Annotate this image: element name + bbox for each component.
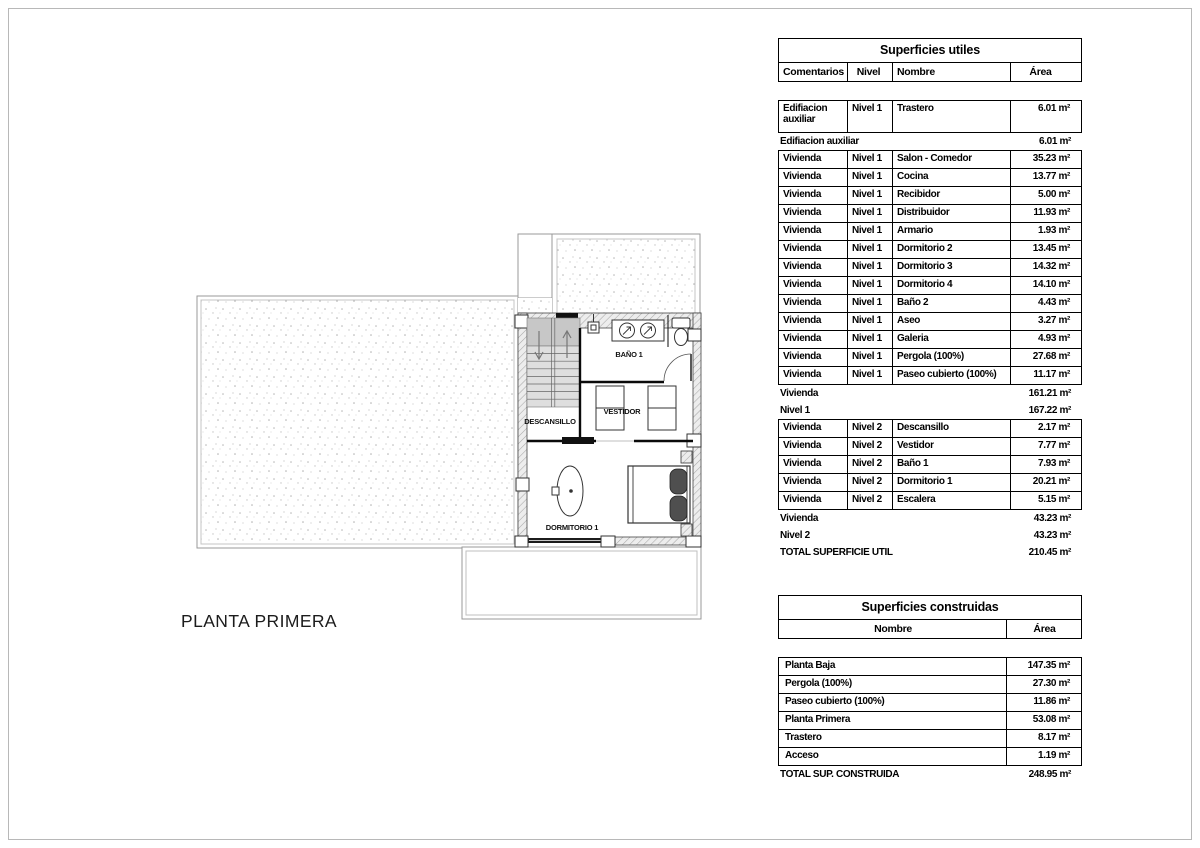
nombre-cell: Acceso: [779, 748, 1007, 765]
table-row: [779, 277, 1081, 295]
area-cell: 3.27 m²: [1037, 315, 1070, 326]
room-label-vestidor: VESTIDOR: [603, 407, 641, 416]
area-cell: 14.32 m²: [1032, 261, 1070, 272]
plan-title: PLANTA PRIMERA: [181, 611, 338, 631]
summary-label: Vivienda: [780, 388, 819, 399]
area-cell: 11.86 m²: [1033, 696, 1070, 707]
area-cell: 5.00 m²: [1037, 189, 1070, 200]
table-row: [779, 169, 1081, 187]
summary-label: Vivienda: [780, 513, 819, 524]
summary-value: 167.22 m²: [1028, 405, 1071, 416]
balcony-outline: [462, 547, 701, 619]
table-row: [779, 313, 1081, 331]
nombre-cell: Vestidor: [893, 438, 1011, 455]
area-cell: 5.15 m²: [1037, 494, 1070, 505]
table-row: [779, 474, 1081, 492]
table-row: [779, 456, 1081, 474]
area-cell: 2.17 m²: [1037, 422, 1070, 433]
nombre-cell: Planta Primera: [779, 712, 1007, 729]
table-group: [778, 419, 1082, 510]
nivel-cell: Nivel 2: [848, 420, 893, 437]
area-cell: 4.93 m²: [1037, 333, 1070, 344]
table-row: [779, 101, 1081, 132]
table-header-row: [778, 620, 1082, 639]
nombre-cell: Distribuidor: [893, 205, 1011, 222]
area-cell: 6.01 m²: [1037, 103, 1070, 114]
area-cell: 147.35 m²: [1027, 660, 1070, 671]
summary-row: [778, 133, 1082, 150]
summary-label: TOTAL SUPERFICIE UTIL: [780, 547, 893, 558]
terrace-area: [197, 296, 518, 548]
table-row: [779, 712, 1081, 730]
nombre-cell: Baño 2: [893, 295, 1011, 312]
comentarios-cell: Vivienda: [779, 367, 848, 384]
summary-value: 43.23 m²: [1033, 513, 1071, 524]
room-label-dormitorio1: DORMITORIO 1: [545, 523, 599, 532]
table-row: [779, 730, 1081, 748]
summary-row: [778, 544, 1082, 561]
total-value: 248.95 m²: [1028, 769, 1071, 780]
area-cell: 13.45 m²: [1032, 243, 1070, 254]
nivel-cell: Nivel 1: [848, 331, 893, 348]
comentarios-cell: Vivienda: [779, 277, 848, 294]
area-cell: 11.17 m²: [1033, 369, 1070, 380]
comentarios-cell: Vivienda: [779, 349, 848, 366]
table-title: Superficies construidas: [778, 595, 1082, 620]
area-cell: 35.23 m²: [1032, 153, 1070, 164]
comentarios-cell: Vivienda: [779, 223, 848, 240]
table-row: [779, 748, 1081, 765]
nivel-cell: Nivel 2: [848, 438, 893, 455]
comentarios-cell: Vivienda: [779, 331, 848, 348]
comentarios-cell: Vivienda: [779, 313, 848, 330]
area-cell: 20.21 m²: [1032, 476, 1070, 487]
table-row: [779, 223, 1081, 241]
comentarios-cell: Vivienda: [779, 241, 848, 258]
comentarios-cell: Vivienda: [779, 169, 848, 186]
table-row: [779, 187, 1081, 205]
header-cell: Comentarios: [779, 63, 848, 81]
sliding-door-leaf: [562, 437, 594, 444]
summary-row: [778, 402, 1082, 419]
table-row: [779, 259, 1081, 277]
header-cell: Área: [1033, 623, 1056, 635]
comentarios-cell: Vivienda: [779, 420, 848, 437]
nombre-cell: Paseo cubierto (100%): [779, 694, 1007, 711]
comentarios-cell: Vivienda: [779, 259, 848, 276]
comentarios-cell: Vivienda: [779, 205, 848, 222]
room-label-bano1: BAÑO 1: [615, 350, 643, 359]
nivel-cell: Nivel 1: [848, 223, 893, 240]
comentarios-cell: Vivienda: [779, 456, 848, 473]
header-cell: Nombre: [893, 63, 1011, 81]
table-row: [779, 367, 1081, 384]
table-row: [779, 694, 1081, 712]
area-cell: 13.77 m²: [1032, 171, 1070, 182]
nivel-cell: Nivel 1: [848, 367, 893, 384]
comentarios-cell: Vivienda: [779, 438, 848, 455]
nombre-cell: Salon - Comedor: [893, 151, 1011, 168]
nombre-cell: Planta Baja: [779, 658, 1007, 675]
nombre-cell: Trastero: [779, 730, 1007, 747]
table-group: [778, 150, 1082, 385]
nombre-cell: Pergola (100%): [893, 349, 1011, 366]
pillow: [670, 496, 687, 521]
summary-value: 43.23 m²: [1033, 530, 1071, 541]
area-cell: 7.77 m²: [1037, 440, 1070, 451]
header-cell: Nivel: [848, 63, 893, 81]
nombre-cell: Baño 1: [893, 456, 1011, 473]
bed: [628, 466, 690, 523]
area-cell: 1.93 m²: [1037, 225, 1070, 236]
roof-overhang: [518, 234, 700, 315]
nombre-cell: Aseo: [893, 313, 1011, 330]
table-header-row: [778, 63, 1082, 82]
header-cell: Área: [1029, 66, 1052, 78]
summary-label: Edifiacion auxiliar: [780, 136, 859, 147]
area-cell: 14.10 m²: [1032, 279, 1070, 290]
area-cell: 27.30 m²: [1032, 678, 1070, 689]
nombre-cell: Pergola (100%): [779, 676, 1007, 693]
table-row: [779, 241, 1081, 259]
nivel-cell: Nivel 2: [848, 456, 893, 473]
nightstand: [681, 524, 692, 536]
area-cell: 8.17 m²: [1037, 732, 1070, 743]
nombre-cell: Recibidor: [893, 187, 1011, 204]
summary-label: Nivel 1: [780, 405, 810, 416]
nombre-cell: Galeria: [893, 331, 1011, 348]
toilet-bowl: [675, 329, 688, 346]
table-row: [779, 420, 1081, 438]
summary-value: 210.45 m²: [1028, 547, 1071, 558]
comentarios-cell: Edifiacion auxiliar: [779, 101, 848, 132]
table-group: [778, 100, 1082, 133]
summary-row: [778, 510, 1082, 527]
summary-value: 6.01 m²: [1038, 136, 1071, 147]
summary-row: [778, 385, 1082, 402]
summary-value: 161.21 m²: [1028, 388, 1071, 399]
summary-label: Nivel 2: [780, 530, 810, 541]
table-group: [778, 657, 1082, 766]
nivel-cell: Nivel 1: [848, 205, 893, 222]
table-title: Superficies utiles: [778, 38, 1082, 63]
window-band: [527, 538, 610, 543]
area-cell: 11.93 m²: [1033, 207, 1070, 218]
summary-row: [778, 527, 1082, 544]
comentarios-cell: Vivienda: [779, 474, 848, 491]
nightstand: [681, 451, 692, 463]
room-label-descansillo: DESCANSILLO: [524, 417, 576, 426]
bathroom-door-swing: [664, 354, 691, 381]
table-row: [779, 205, 1081, 223]
table-row: [779, 658, 1081, 676]
table-row: [779, 676, 1081, 694]
nivel-cell: Nivel 2: [848, 492, 893, 509]
header-cell: Nombre: [779, 620, 1007, 638]
nivel-cell: Nivel 1: [848, 349, 893, 366]
comentarios-cell: Vivienda: [779, 187, 848, 204]
total-label: TOTAL SUP. CONSTRUIDA: [780, 769, 900, 780]
nombre-cell: Trastero: [893, 101, 1011, 132]
nivel-cell: Nivel 1: [848, 277, 893, 294]
staircase: [527, 318, 580, 407]
nivel-cell: Nivel 1: [848, 101, 893, 132]
nombre-cell: Dormitorio 4: [893, 277, 1011, 294]
nivel-cell: Nivel 1: [848, 169, 893, 186]
nivel-cell: Nivel 1: [848, 187, 893, 204]
nombre-cell: Dormitorio 1: [893, 474, 1011, 491]
area-cell: 1.19 m²: [1037, 750, 1070, 761]
nombre-cell: Descansillo: [893, 420, 1011, 437]
nombre-cell: Armario: [893, 223, 1011, 240]
table-row: [779, 438, 1081, 456]
table-row: [779, 151, 1081, 169]
nombre-cell: Escalera: [893, 492, 1011, 509]
table-row: [779, 331, 1081, 349]
area-cell: 7.93 m²: [1037, 458, 1070, 469]
nombre-cell: Dormitorio 2: [893, 241, 1011, 258]
table-row: [779, 492, 1081, 509]
comentarios-cell: Vivienda: [779, 492, 848, 509]
superficies-utiles-table: [778, 38, 1082, 561]
nivel-cell: Nivel 1: [848, 241, 893, 258]
area-cell: 53.08 m²: [1032, 714, 1070, 725]
table-row: [779, 349, 1081, 367]
comentarios-cell: Vivienda: [779, 151, 848, 168]
nivel-cell: Nivel 1: [848, 259, 893, 276]
pillow: [670, 469, 687, 494]
nombre-cell: Cocina: [893, 169, 1011, 186]
table-row: [779, 295, 1081, 313]
nombre-cell: Dormitorio 3: [893, 259, 1011, 276]
total-row: [778, 766, 1082, 783]
bathtub: [552, 466, 583, 516]
nombre-cell: Paseo cubierto (100%): [893, 367, 1011, 384]
superficies-construidas-table: [778, 595, 1082, 783]
nivel-cell: Nivel 1: [848, 313, 893, 330]
area-cell: 27.68 m²: [1032, 351, 1070, 362]
nivel-cell: Nivel 2: [848, 474, 893, 491]
area-cell: 4.43 m²: [1037, 297, 1070, 308]
nivel-cell: Nivel 1: [848, 151, 893, 168]
nivel-cell: Nivel 1: [848, 295, 893, 312]
toilet-icon: [672, 318, 690, 328]
comentarios-cell: Vivienda: [779, 295, 848, 312]
